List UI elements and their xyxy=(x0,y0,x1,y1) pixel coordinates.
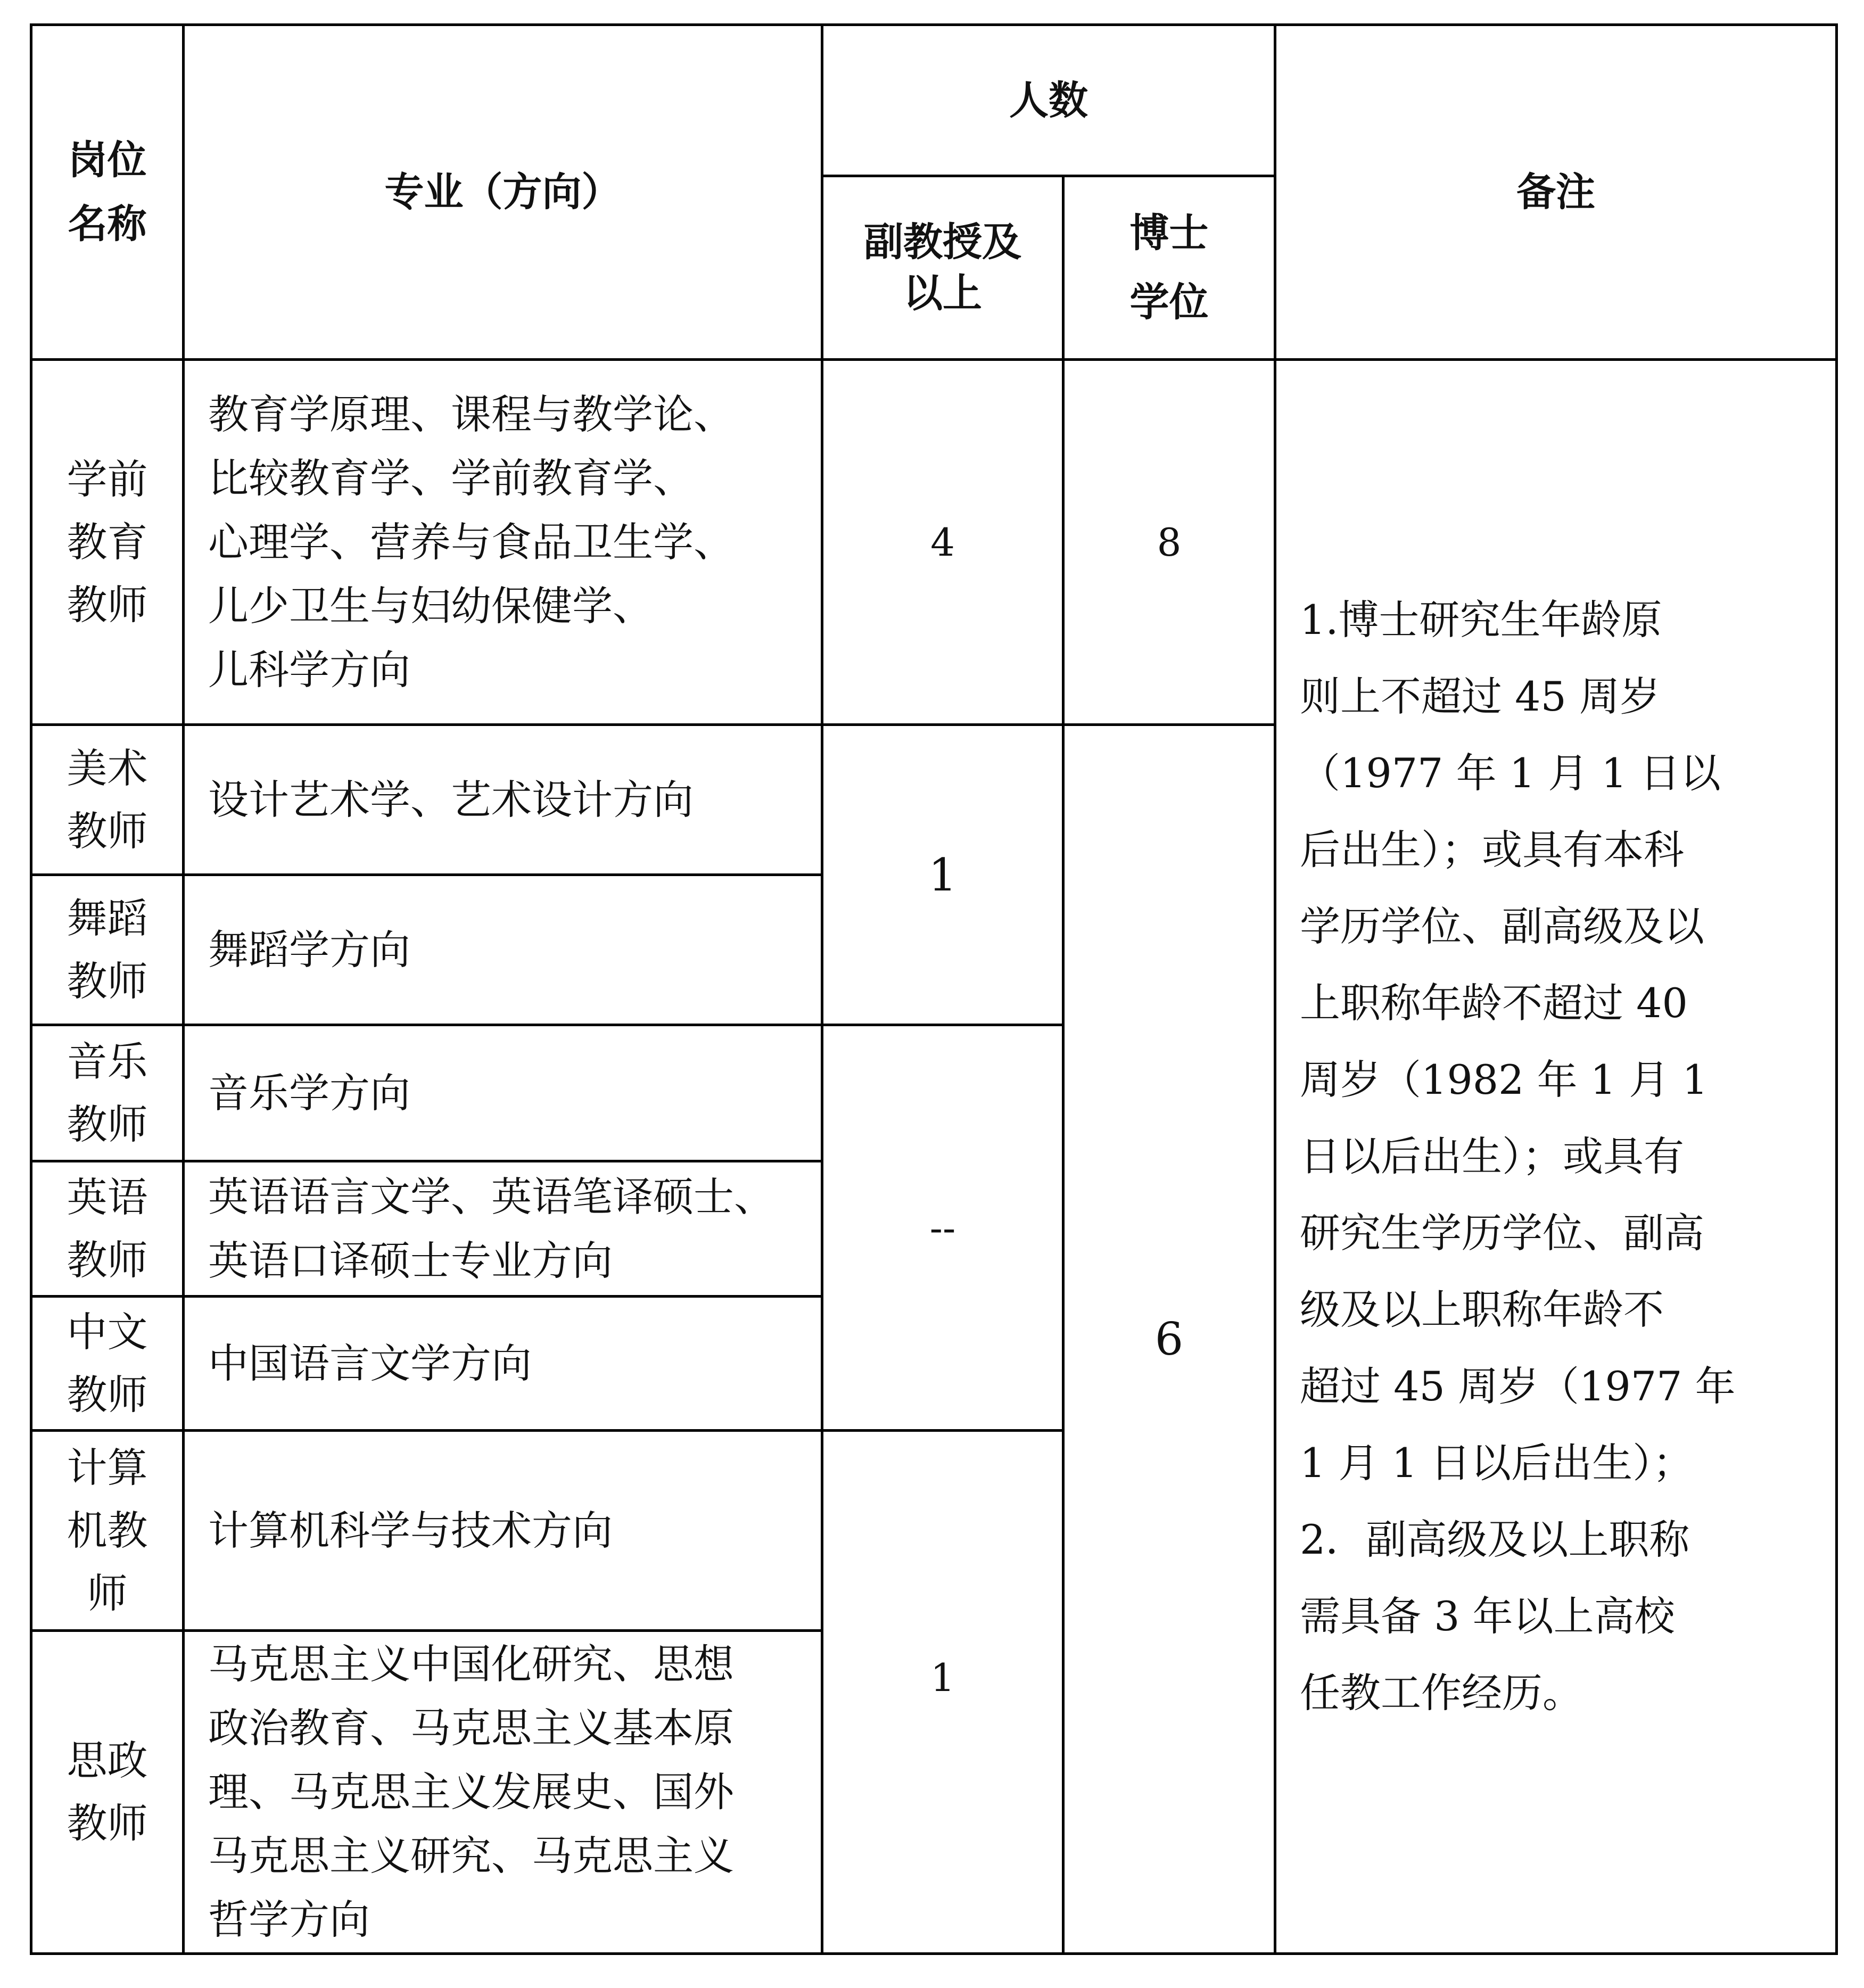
post-name-cell: 英语 教师 xyxy=(31,1161,184,1297)
post-name-cell: 学前 教育 教师 xyxy=(31,360,184,725)
remarks-cell: 1.博士研究生年龄原 则上不超过 45 周岁 （1977 年 1 月 1 日以 后出生）；或具有本科 学历学位、副高级及以 上职称年龄不超过 40 周岁（1982 年 1 月 1 日以后出生）；或具有 研究生学历学位、副高 级及以上职称年龄不 超过 45 周岁（1977 年 1 月 1 日以后出生）； 2．副高级及以上职称 需具备 3 年以上高校 任教工作经历。 xyxy=(1275,360,1837,1954)
major-cell: 音乐学方向 xyxy=(184,1025,822,1161)
post-name-cell: 中文 教师 xyxy=(31,1297,184,1431)
recruitment-table xyxy=(30,23,1838,1955)
header-headcount: 人数 xyxy=(822,25,1275,176)
post-name-cell: 思政 教师 xyxy=(31,1631,184,1954)
post-name-cell: 计算 机教 师 xyxy=(31,1431,184,1631)
assoc-prof-count-cell: 4 xyxy=(822,360,1063,725)
header-remarks: 备注 xyxy=(1275,25,1837,360)
major-cell: 中国语言文学方向 xyxy=(184,1297,822,1431)
major-cell: 英语语言文学、英语笔译硕士、 英语口译硕士专业方向 xyxy=(184,1161,822,1297)
header-phd: 博士 学位 xyxy=(1063,176,1275,360)
major-cell: 舞蹈学方向 xyxy=(184,875,822,1025)
phd-count-cell: 8 xyxy=(1063,360,1275,725)
post-name-cell: 美术 教师 xyxy=(31,725,184,875)
major-cell: 设计艺术学、艺术设计方向 xyxy=(184,725,822,875)
assoc-prof-count-cell: 1 xyxy=(822,1431,1063,1954)
post-name-cell: 舞蹈 教师 xyxy=(31,875,184,1025)
assoc-prof-count-cell: -- xyxy=(822,1025,1063,1431)
major-cell: 计算机科学与技术方向 xyxy=(184,1431,822,1631)
header-major: 专业（方向） xyxy=(184,25,822,360)
major-cell: 马克思主义中国化研究、思想 政治教育、马克思主义基本原 理、马克思主义发展史、国外 马克思主义研究、马克思主义 哲学方向 xyxy=(184,1631,822,1954)
post-name-cell: 音乐 教师 xyxy=(31,1025,184,1161)
phd-count-cell: 6 xyxy=(1063,725,1275,1954)
header-post-name: 岗位 名称 xyxy=(31,25,184,360)
assoc-prof-count-cell: 1 xyxy=(822,725,1063,1025)
header-assoc-prof: 副教授及 以上 xyxy=(822,176,1063,360)
major-cell: 教育学原理、课程与教学论、 比较教育学、学前教育学、 心理学、营养与食品卫生学、 儿少卫生与妇幼保健学、 儿科学方向 xyxy=(184,360,822,725)
